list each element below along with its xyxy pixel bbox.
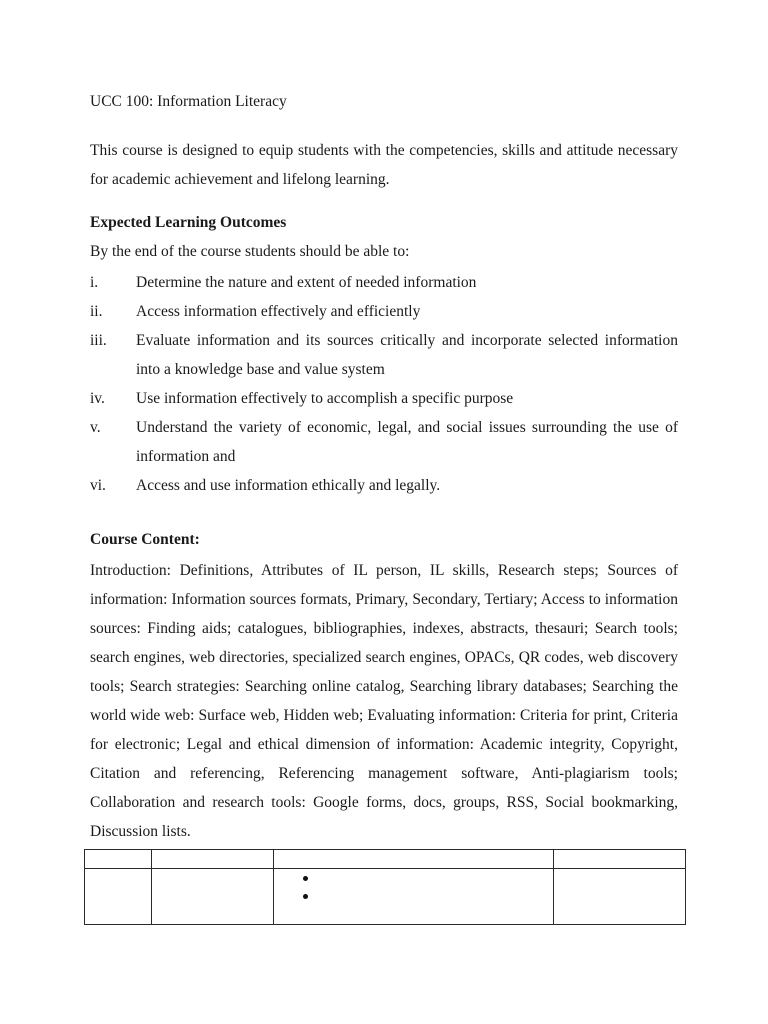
outcome-marker: vi.: [90, 477, 106, 494]
outcomes-heading: Expected Learning Outcomes: [90, 214, 287, 231]
outcome-item: [90, 384, 678, 413]
bullet-icon: [303, 894, 308, 899]
table-header-cell: [274, 850, 554, 869]
table-header-row: [85, 850, 686, 869]
outcome-text: Use information effectively to accomplish a specific purpose: [136, 390, 514, 407]
outcome-item: [90, 297, 678, 326]
outcome-marker: v.: [90, 419, 101, 436]
table-header-cell: [554, 850, 686, 869]
course-content-heading: Course Content:: [90, 531, 200, 548]
table-row: [85, 869, 686, 925]
table-cell-bullets: [274, 869, 554, 925]
outcome-item: [90, 471, 678, 500]
bullet-list: [274, 869, 553, 905]
table-cell: [554, 869, 686, 925]
outcome-marker: ii.: [90, 303, 103, 320]
outcomes-list: [90, 268, 678, 500]
bullet-item: [274, 869, 553, 887]
table-header-cell: [152, 850, 274, 869]
outcome-item: [90, 268, 678, 297]
table-header-cell: [85, 850, 152, 869]
outcome-item: [90, 326, 678, 384]
outcome-text: Access information effectively and efficiently: [136, 303, 421, 320]
outcomes-lead: By the end of the course students should be able to:: [90, 243, 410, 260]
outcome-marker: i.: [90, 274, 99, 291]
table-cell: [85, 869, 152, 925]
outcome-item: [90, 413, 678, 471]
outcome-text: Determine the nature and extent of needed information: [136, 274, 477, 291]
outcome-text: Access and use information ethically and legally.: [136, 477, 441, 494]
course-title: UCC 100: Information Literacy: [90, 93, 287, 110]
course-table: [84, 849, 686, 925]
outcome-text: Understand the variety of economic, legal, and social issues surrounding the use of information and: [136, 419, 678, 465]
bullet-icon: [303, 876, 308, 881]
bullet-item: [274, 887, 553, 905]
course-content-text: Introduction: Definitions, Attributes of IL person, IL skills, Research steps; Sources of information: Information sources formats, Primary, Secondary, Tertiary; Access to information sources: Finding aids; catalogues, bibliographies, indexes, abstracts, thesauri; Search tools; search engines, web directories, specialized search engines, OPACs, QR codes, web discovery tools; Search strategies: Searching online catalog, Searching library databases; Searching the world wide web: Surface web, Hidden web; Evaluating information: Criteria for print, Criteria for electronic; Legal and ethical dimension of information: Academic integrity, Copyright, Citation and referencing, Referencing management software, Anti-plagiarism tools; Collaboration and research tools: Google forms, docs, groups, RSS, Social bookmarking, Discussion lists.: [90, 562, 678, 840]
table-cell: [152, 869, 274, 925]
outcome-marker: iv.: [90, 390, 105, 407]
course-description: This course is designed to equip students with the competencies, skills and attitude necessary for academic achievement and lifelong learning.: [90, 142, 678, 188]
outcome-text: Evaluate information and its sources critically and incorporate selected information into a knowledge base and value system: [136, 332, 678, 378]
outcome-marker: iii.: [90, 332, 107, 349]
